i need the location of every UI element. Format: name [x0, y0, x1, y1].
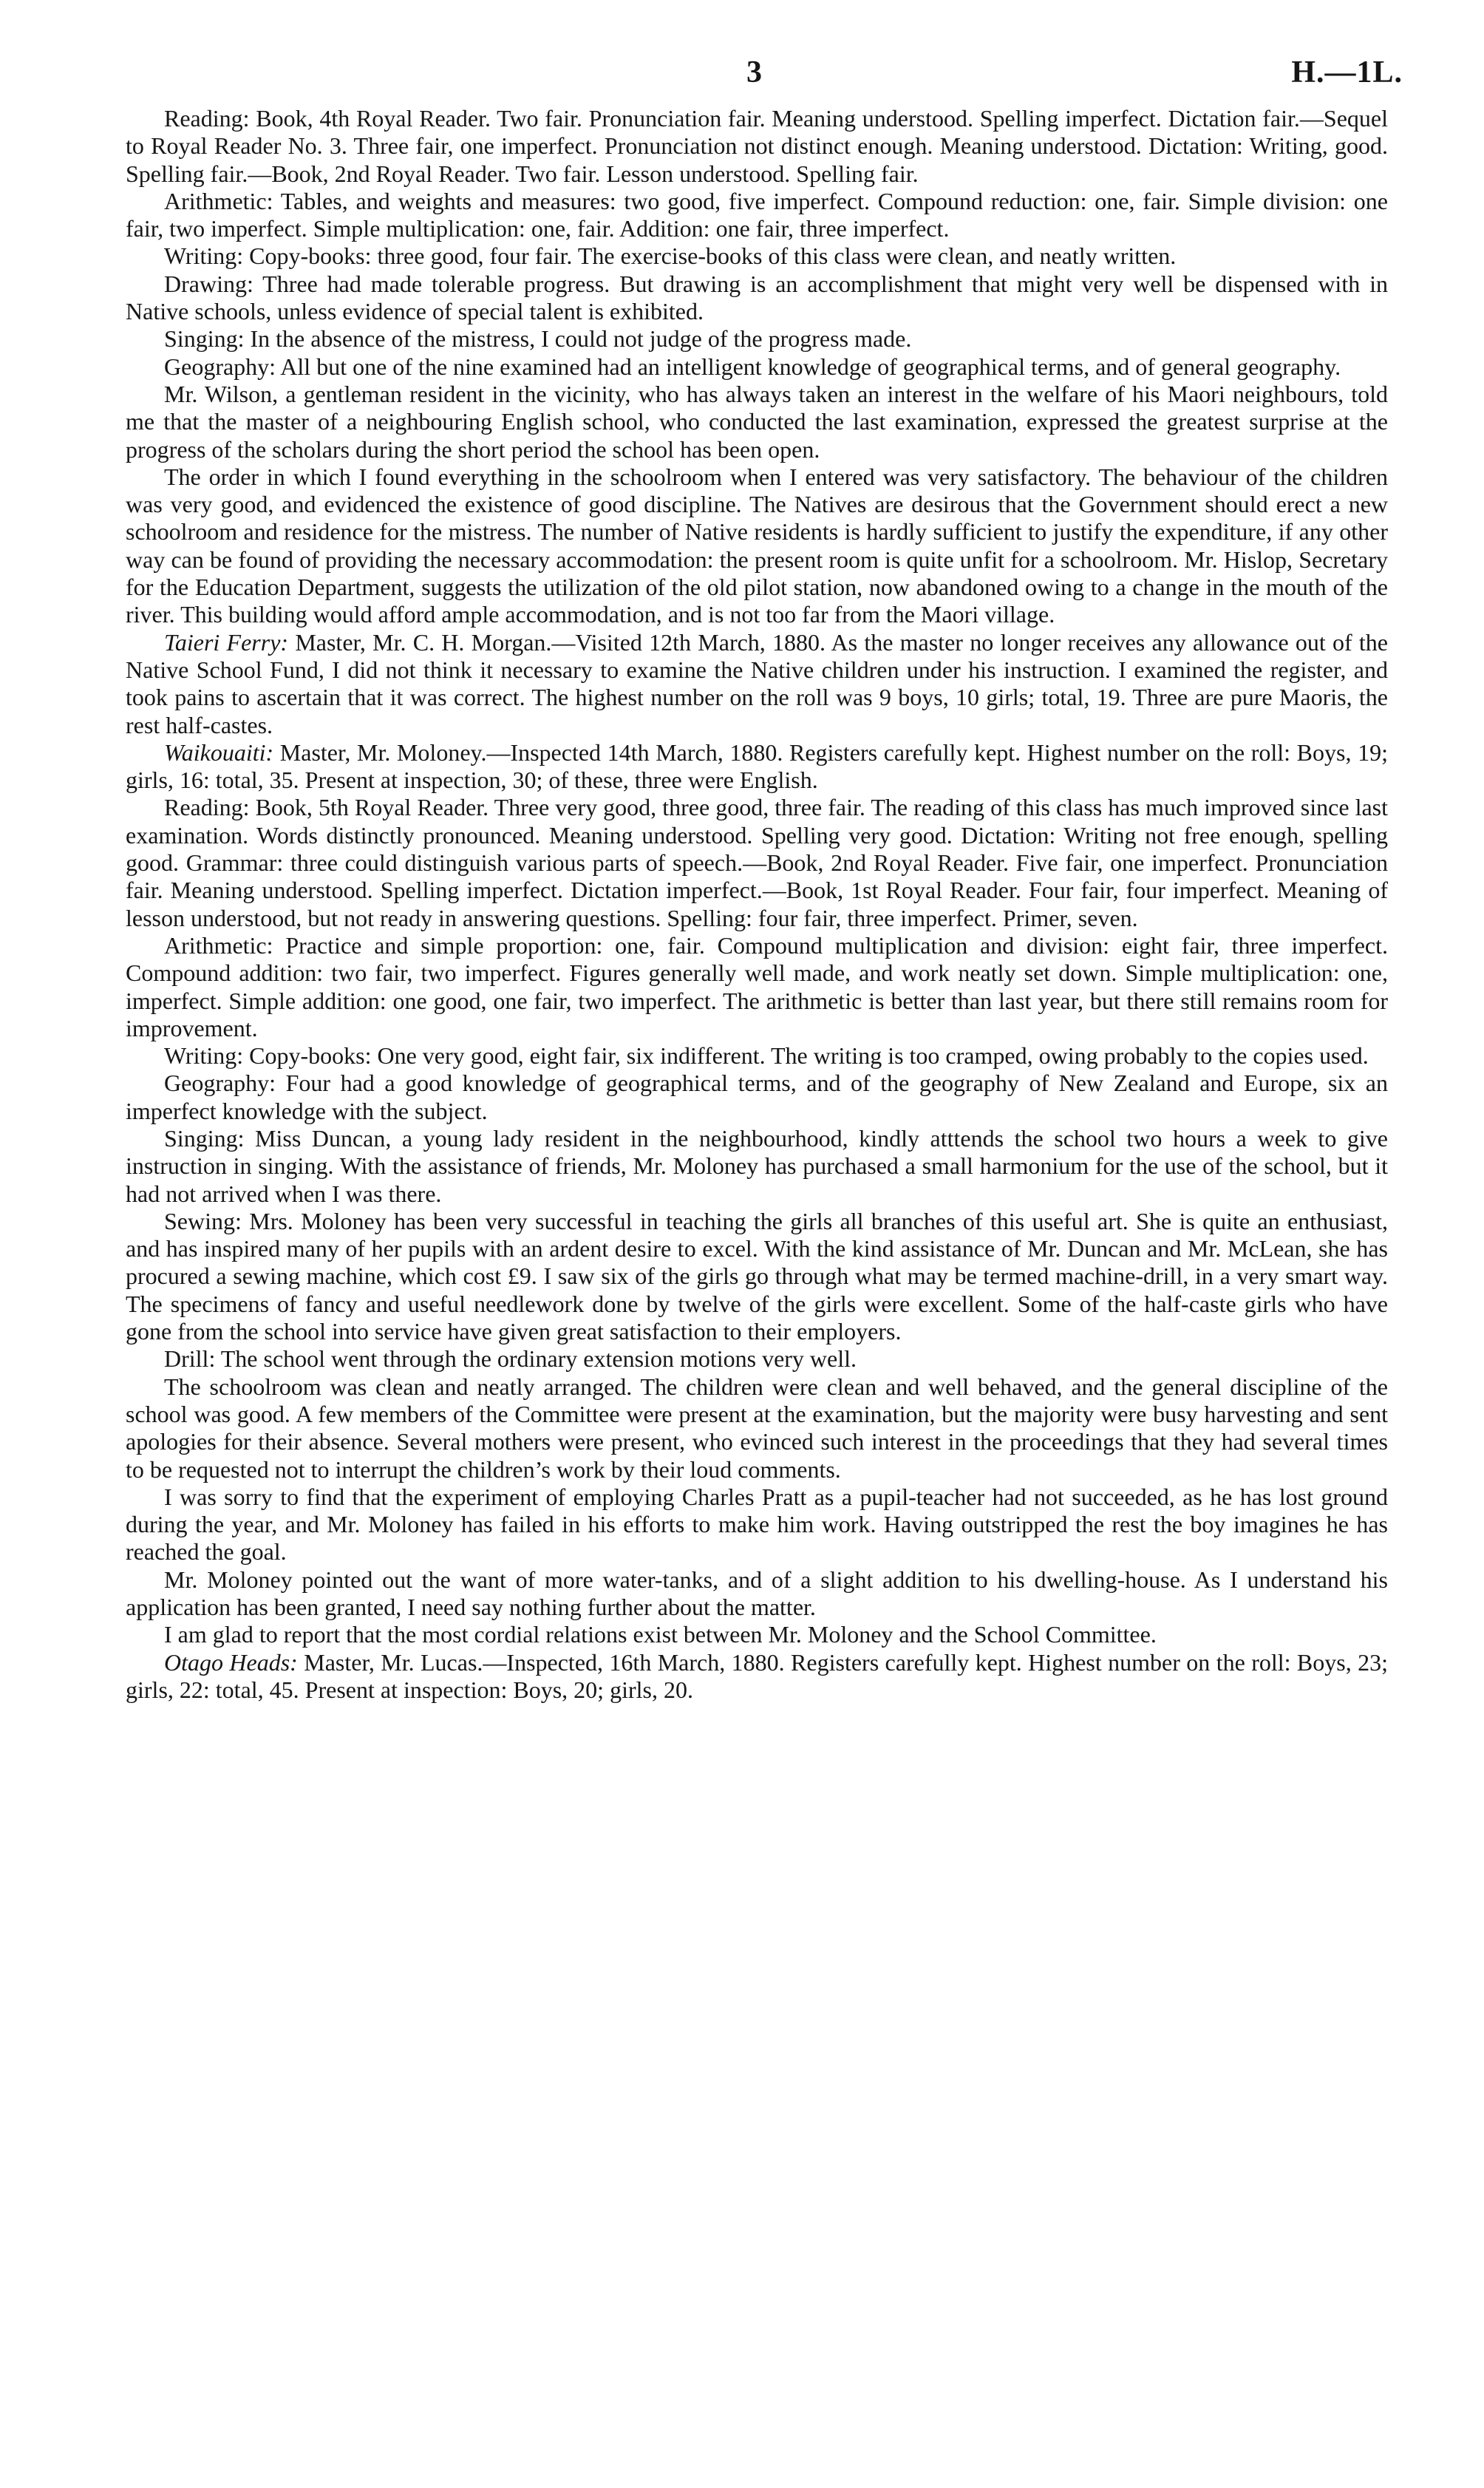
paragraph-text: Sewing: Mrs. Moloney has been very successful in teaching the girls all branches of this useful art. She is quite an enthusiast, and has inspired many of her pupils with an ardent desire to excel. With the kind assistance of Mr. Duncan and Mr. McLean, she has procured a sewing machine, which cost £9. I saw six of the girls go through what may be termed machine-drill, in a very smart way. The specimens of fancy and useful needlework done by twelve of the girls were excellent. Some of the half-caste girls who have gone from the school into service have given great satisfaction to their employers.	[126, 1207, 1388, 1345]
paragraph-text: Arithmetic: Tables, and weights and measures: two good, five imperfect. Compound reduction: one, fair. Simple division: one fair, two imperfect. Simple multiplication: one, fair. Addition: one fair, three imperfect.	[126, 187, 1388, 242]
paragraph-sewing	[126, 1208, 1388, 1345]
paragraph-text: Arithmetic: Practice and simple proportion: one, fair. Compound multiplication and division: eight fair, three imperfect. Compound addition: two fair, two imperfect. Figures generally well made, and work neatly set down. Simple multiplication: one, imperfect. Simple addition: one good, one fair, two imperfect. The arithmetic is better than last year, but there still remains room for improvement.	[126, 931, 1388, 1041]
paragraph-reading-5th-reader	[126, 794, 1388, 931]
paragraph-arithmetic-waikouaiti	[126, 932, 1388, 1042]
paragraph-singing	[126, 325, 1388, 353]
paragraph-water-tanks	[126, 1566, 1388, 1622]
paragraph-drawing	[126, 271, 1388, 326]
report-reference: H.—1L.	[1291, 55, 1403, 89]
paragraph-text: Geography: Four had a good knowledge of geographical terms, and of the geography of New Zealand and Europe, six an imperfect knowledge with the subject.	[126, 1070, 1388, 1124]
page-number: 3	[746, 55, 762, 89]
paragraph-writing-waikouaiti	[126, 1042, 1388, 1070]
paragraph-text: Writing: Copy-books: three good, four fair. The exercise-books of this class were clean, and neatly written.	[164, 242, 1177, 270]
paragraph-geography-waikouaiti	[126, 1070, 1388, 1125]
paragraph-drill	[126, 1345, 1388, 1373]
report-body	[126, 105, 1388, 1704]
paragraph-text: Writing: Copy-books: One very good, eight fair, six indifferent. The writing is too cramped, owing probably to the copies used.	[164, 1042, 1369, 1070]
paragraph-text: The schoolroom was clean and neatly arranged. The children were clean and well behaved, and the general discipline of the school was good. A few members of the Committee were present at the examination, but the majority were busy harvesting and sent apologies for their absence. Several mothers were present, who evinced such interest in the proceedings that they had several times to be requested not to interrupt the children’s work by their loud comments.	[126, 1373, 1388, 1483]
school-name-heading: Waikouaiti:	[164, 738, 274, 766]
school-name-heading: Otago Heads:	[164, 1648, 298, 1676]
paragraph-waikouaiti	[126, 739, 1388, 795]
paragraph-text: Reading: Book, 4th Royal Reader. Two fair. Pronunciation fair. Meaning understood. Spelling imperfect. Dictation fair.—Sequel to Royal Reader No. 3. Three fair, one imperfect. Pronunciation not distinct enough. Meaning understood. Dictation: Writing, good. Spelling fair.—Book, 2nd Royal Reader. Two fair. Lesson understood. Spelling fair.	[126, 105, 1388, 187]
paragraph-text: Master, Mr. Moloney.—Inspected 14th March, 1880. Registers carefully kept. Highest number on the roll: Boys, 19; girls, 16: total, 35. Present at inspection, 30; of these, three were English.	[126, 738, 1389, 794]
paragraph-schoolroom-clean	[126, 1373, 1388, 1483]
school-name-heading: Taieri Ferry:	[164, 628, 289, 656]
paragraph-mr-wilson	[126, 381, 1388, 463]
paragraph-text: I am glad to report that the most cordial relations exist between Mr. Moloney and the School Committee.	[164, 1621, 1157, 1648]
paragraph-text: Singing: In the absence of the mistress, I could not judge of the progress made.	[164, 325, 912, 353]
paragraph-text: Mr. Moloney pointed out the want of more water-tanks, and of a slight addition to his dwelling-house. As I understand his application has been granted, I need say nothing further about the matter.	[126, 1566, 1388, 1621]
paragraph-text: Master, Mr. Lucas.—Inspected, 16th March, 1880. Registers carefully kept. Highest number on the roll: Boys, 23; girls, 22: total, 45. Present at inspection: Boys, 20; girls, 20.	[126, 1648, 1389, 1703]
paragraph-text: Drawing: Three had made tolerable progress. But drawing is an accomplishment that might very well be dispensed with in Native schools, unless evidence of special talent is exhibited.	[126, 270, 1388, 325]
paragraph-text: Drill: The school went through the ordinary extension motions very well.	[164, 1345, 857, 1373]
paragraph-committee-relations	[126, 1621, 1388, 1648]
paragraph-text: Mr. Wilson, a gentleman resident in the vicinity, who has always taken an interest in the welfare of his Maori neighbours, told me that the master of a neighbouring English school, who conducted the last examination, expressed the greatest surprise at the progress of the scholars during the short period the school has been open.	[126, 380, 1388, 463]
paragraph-text: Reading: Book, 5th Royal Reader. Three very good, three good, three fair. The reading of this class has much improved since last examination. Words distinctly pronounced. Meaning understood. Spelling very good. Dictation: Writing not free enough, spelling good. Grammar: three could distinguish various parts of speech.—Book, 2nd Royal Reader. Five fair, one imperfect. Pronunciation fair. Meaning understood. Spelling imperfect. Dictation imperfect.—Book, 1st Royal Reader. Four fair, four imperfect. Meaning of lesson understood, but not ready in answering questions. Spelling: four fair, three imperfect. Primer, seven.	[126, 794, 1388, 931]
paragraph-text: I was sorry to find that the experiment of employing Charles Pratt as a pupil-teacher had not succeeded, as he has lost ground during the year, and Mr. Moloney has failed in his efforts to make him work. Having outstripped the rest the boy imagines he has reached the goal.	[126, 1483, 1388, 1566]
paragraph-arithmetic	[126, 188, 1388, 243]
paragraph-text: Geography: All but one of the nine examined had an intelligent knowledge of geographical terms, and of general geography.	[164, 353, 1341, 380]
paragraph-geography	[126, 353, 1388, 381]
paragraph-otago-heads	[126, 1649, 1388, 1704]
paragraph-singing-waikouaiti	[126, 1125, 1388, 1208]
paragraph-text: Master, Mr. C. H. Morgan.—Visited 12th March, 1880. As the master no longer receives any allowance out of the Native School Fund, I did not think it necessary to examine the Native children under his instruction. I examined the register, and took pains to ascertain that it was correct. The highest number on the roll was 9 boys, 10 girls; total, 19. Three are pure Maoris, the rest half-castes.	[126, 628, 1389, 738]
paragraph-text: Singing: Miss Duncan, a young lady resident in the neighbourhood, kindly atttends the school two hours a week to give instruction in singing. With the assistance of friends, Mr. Moloney has purchased a small harmonium for the use of the school, but it had not arrived when I was there.	[126, 1124, 1388, 1207]
paragraph-writing	[126, 242, 1388, 270]
paragraph-text: The order in which I found everything in the schoolroom when I entered was very satisfactory. The behaviour of the children was very good, and evidenced the existence of good discipline. The Natives are desirous that the Government should erect a new schoolroom and residence for the mistress. The number of Native residents is hardly sufficient to justify the expenditure, if any other way can be found of providing the necessary accommodation: the present room is quite unfit for a schoolroom. Mr. Hislop, Secretary for the Education Department, suggests the utilization of the old pilot station, now abandoned owing to a change in the mouth of the river. This building would afford ample accommodation, and is not too far from the Maori village.	[126, 463, 1388, 628]
paragraph-reading-4th-reader	[126, 105, 1388, 188]
paragraph-pupil-teacher	[126, 1483, 1388, 1566]
paragraph-taieri-ferry	[126, 629, 1388, 739]
paragraph-schoolroom-order	[126, 463, 1388, 629]
